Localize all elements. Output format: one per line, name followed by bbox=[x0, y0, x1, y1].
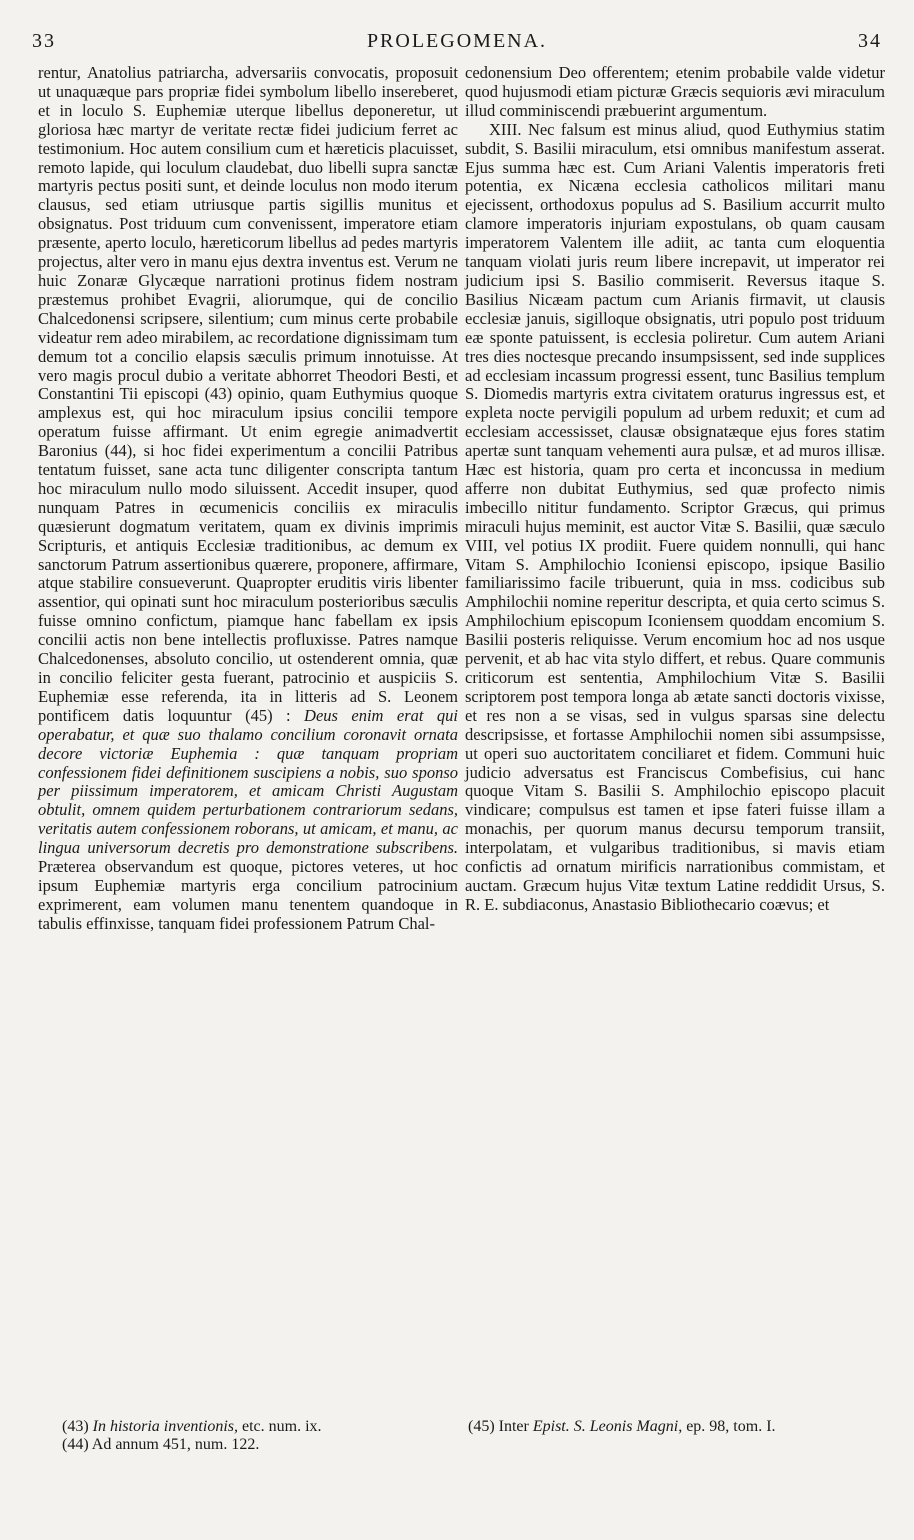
quotation: Deus enim erat qui operabatur, et quæ suo thalamo concilium coronavit ornata decore victoriæ Euphemia : quæ tanquam propriam confessionem fidei definitionem suscipiens a nobis, suo sponso per piissimum imperatorem, et amicam Christi Augustam obtulit, omnem quidem perturbationem contrariorum sedans, veritatis autem confessionem roborans, ut amicam, et manu, ac lingua universorum decretis pro demonstratione subscribens. bbox=[38, 705, 458, 858]
footnote-43 bbox=[62, 1418, 442, 1436]
footnote-number: (43) bbox=[62, 1418, 89, 1435]
paragraph: cedonensium Deo offerentem; etenim probabile valde videtur quod hujusmodi etiam picturæ Græcis sequioris ævi miraculum illud comminiscendi præbuerint argumentum. bbox=[465, 63, 885, 120]
footnotes-right bbox=[468, 1418, 888, 1436]
left-column bbox=[38, 64, 458, 934]
footnote-title: Epist. S. Leonis Magni bbox=[532, 1418, 679, 1435]
footnote-text: (45) Inter bbox=[468, 1418, 533, 1435]
footnote-45 bbox=[468, 1418, 888, 1436]
page-number-right: 34 bbox=[858, 30, 882, 52]
footnote-text: etc. num. ix. bbox=[237, 1418, 322, 1435]
running-title: PROLEGOMENA. bbox=[366, 30, 548, 52]
page-header bbox=[32, 30, 882, 60]
footnote-text: , ep. 98, tom. I. bbox=[678, 1418, 776, 1435]
footnote-44: (44) Ad annum 451, num. 122. bbox=[62, 1436, 260, 1453]
paragraph bbox=[38, 64, 458, 934]
footnotes-left bbox=[62, 1418, 442, 1454]
page-number-left: 33 bbox=[32, 30, 56, 52]
paragraph-section-xiii: XIII. Nec falsum est minus aliud, quod Euthymius statim subdit, S. Basilii miraculum, etsi omnibus manifestum asserat. Ejus summa hæc est. Cum Ariani Valentis imperatoris freti potentia, ex Nicæna ecclesia catholicos militari manu ejecissent, orthodoxus populus ad S. Basilium accurrit multo clamore imperatoris injuriam expostulans, ob quam causam imperatorem Valentem ille adiit, ac tanta cum eloquentia tanquam violati juris reum libere increpavit, ut imperator rei judicium ipsi S. Basilio commiserit. Reversus itaque S. Basilius Nicæam pactum cum Arianis firmavit, ut clausis ecclesiæ januis, sigilloque obsignatis, utri populo post triduum eæ sponte patuissent, is ecclesia poliretur. Cum autem Ariani tres dies noctesque precando insumpsissent, sed inde supplices ad ecclesiam incassum progressi essent, tunc Basilius templum S. Diomedis martyris extra civitatem oraturus ingressus est, et expleta nocte pervigili populum ad urbem reduxit; et cum ad ecclesiam accessisset, clausæ obsignatæque ejus fores statim apertæ sunt tanquam vehementi aura pulsæ, et ad muros illisæ. Hæc est historia, quam pro certa et inconcussa in medium afferre non dubitat Euthymius, sed quæ profecto nimis imbecillo nititur fundamento. Scriptor Græcus, qui primus miraculi hujus meminit, est auctor Vitæ S. Basilii, quæ sæculo VIII, vel potius IX prodiit. Fuere quidem nonnulli, qui hanc Vitam S. Amphilochio Iconiensi episcopo, ipsique Basilio familiarissimo facile tribuerunt, quia in mss. codicibus sub Amphilochii nomine reperitur descripta, et quia certo scimus S. Amphilochium episcopum Iconiensem quoddam encomium S. Basilii posteris reliquisse. Verum encomium hoc ad nos usque pervenit, et ab hac vita stylo differt, et rebus. Quare communis criticorum est sententia, Amphilochium Vitæ S. Basilii scriptorem post tempora longa ab ætate sancti doctoris vixisse, et res non a se visas, sed in vulgus sparsas sine delectu descripsisse, et fortasse Amphilochii nomen sibi assumpsisse, ut operi suo auctoritatem conciliaret et fidem. Communi huic judicio adversatus est Franciscus Combefisius, cui hanc quoque Vitam S. Basilii S. Amphilochio episcopo placuit vindicare; compulsus est tamen et ipse fateri fuisse illam a monachis, per quorum manus decursu temporum transiit, interpolatam, et vulgaribus traditionibus, si mavis etiam confictis ad ornatum mirificis narrationibus commistam, et auctam. Græcum hujus Vitæ textum Latine reddidit Ursus, S. R. E. subdiaconus, Anastasio Bibliothecario coævus; et bbox=[465, 119, 885, 914]
footnote-title: In historia inventionis, bbox=[92, 1418, 238, 1435]
paragraph-text: Præterea observandum est quoque, pictores veteres, ut hoc ipsum Euphemiæ martyris erga concilium patrocinium exprimerent, eam volumen manu tenentem quandoque in tabulis effinxisse, tanquam fidei professionem Patrum Chal- bbox=[38, 857, 458, 933]
paragraph-text: rentur, Anatolius patriarcha, adversariis convocatis, proposuit ut unaquæque pars propriæ fidei symbolum libello insereberet, et in loculo S. Euphemiæ uterque libellus deponeretur, ut gloriosa hæc martyr de veritate rectæ fidei judicium ferret ac testimonium. Hoc autem consilium cum et hæreticis placuisset, remoto lapide, qui loculum claudebat, duo libelli supra sanctæ martyris pectus positi sunt, et deinde loculus non modo iterum clausus, sed etiam utriusque partis sigillis munitus et obsignatus. Post triduum cum convenissent, imperatore etiam præsente, aperto loculo, hæreticorum libellus ad pedes martyris projectus, alter vero in manu ejus dextra inventus est. Verum ne huic Zonaræ Glycæque narrationi protinus fidem nostram præstemus prohibet Evagrii, aliorumque, qui de concilio Chalcedonensi scripsere, silentium; cum minus certe probabile videatur rem adeo mirabilem, ac recordatione dignissimam tum demum tot a concilio elapsis sæculis primum innotuisse. At vero magis procul dubio a veritate abhorret Theodori Besti, et Constantini Tii episcopi (43) opinio, quam Euthymius quoque amplexus est, qui hoc miraculum ipsius concilii tempore operatum fuisse affirmant. Ut enim egregie animadvertit Baronius (44), si hoc fidei experimentum a concilii Patribus tentatum fuisset, sane acta tunc diligenter conscripta tantum hoc miraculum nullo modo siluissent. Accedit insuper, quod nunquam Patres in œcumenicis conciliis ex miraculis quæsierunt dogmatum veritatem, quam ex divinis imprimis Scripturis, et antiquis Ecclesiæ traditionibus, ac demum ex sanctorum Patrum assertionibus quærere, proponere, affirmare, atque stabilire consueverunt. Quapropter eruditis viris libenter assentior, qui opinati sunt hoc miraculum posterioribus sæculis fuisse omnino confictum, piamque hanc fabellam ex ipsis concilii actis non bene intellectis profluxisse. Patres namque Chalcedonenses, absoluto concilio, ut ostenderent omnia, quæ in concilio feliciter gesta fuerant, patrocinio et auspiciis S. Euphemiæ esse referenda, ita in litteris ad S. Leonem pontificem datis loquuntur (45) : bbox=[38, 63, 458, 725]
right-column bbox=[465, 64, 885, 915]
